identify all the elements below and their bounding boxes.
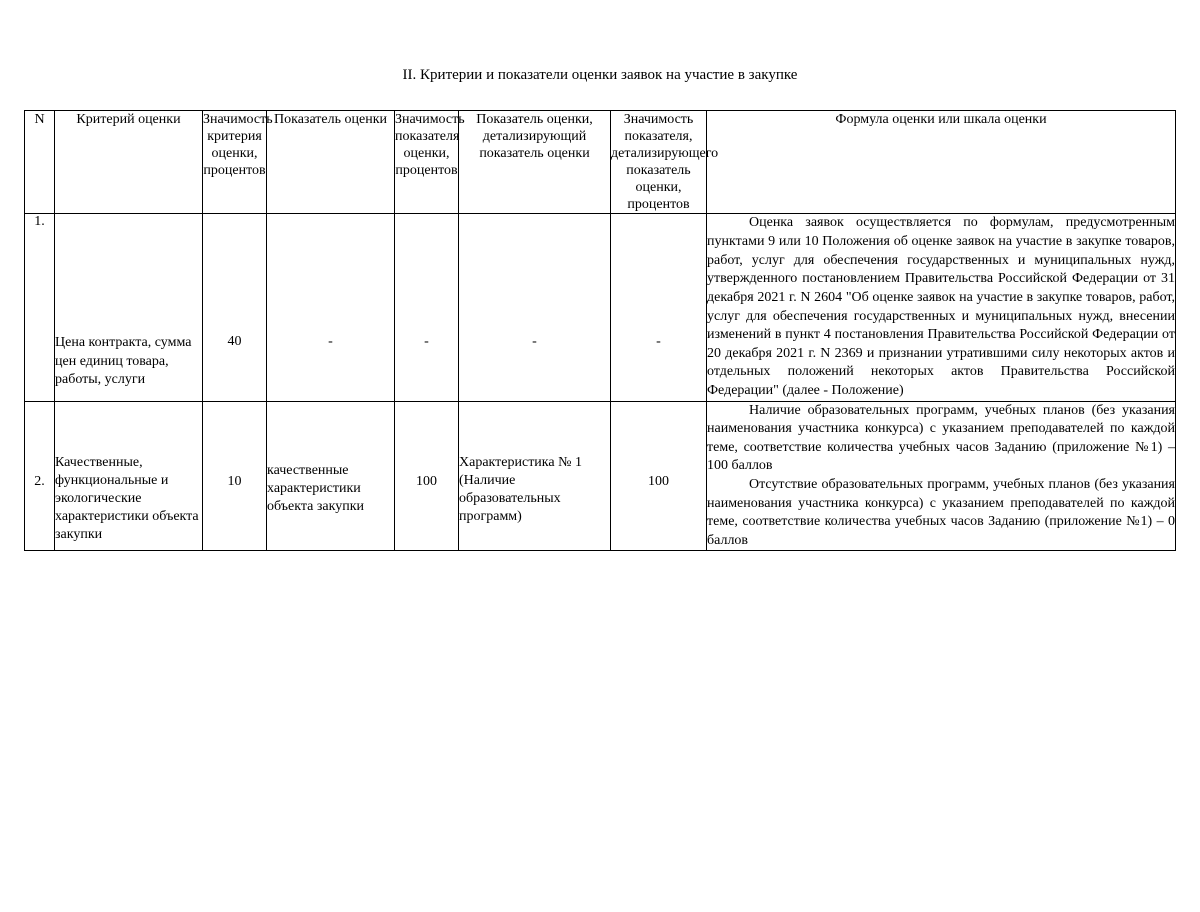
header-n: N [25,111,55,214]
table-body [25,214,1176,551]
row-detail-weight: 100 [611,401,707,551]
header-criterion: Критерий оценки [55,111,203,214]
row-indicator: - [267,214,395,401]
row-formula [707,214,1176,401]
row-formula [707,401,1176,551]
page-title: II. Критерии и показатели оценки заявок на участие в закупке [402,67,798,83]
row-indicator-weight: 100 [395,401,459,551]
table-row [25,401,1176,551]
row-criterion: Качественные, функциональные и экологические характеристики объекта закупки [55,401,203,551]
formula-paragraph: Отсутствие образовательных программ, учебных планов (без указания наименования участника конкурса) с указанием преподавателей по каждой теме, соответствие количества учебных часов Заданию (приложение №1) – 0 баллов [707,477,1175,548]
criteria-table [24,110,1176,551]
row-detail-indicator: Характеристика № 1 (Наличие образовательных программ) [459,401,611,551]
header-criterion-weight: Значимость критерия оценки, процентов [203,111,267,214]
header-formula: Формула оценки или шкала оценки [707,111,1176,214]
header-indicator-weight: Значимость показателя оценки, процентов [395,111,459,214]
row-detail-indicator: - [459,214,611,401]
document-page [0,66,1200,912]
header-detail-weight: Значимость показателя, детализирующего показатель оценки, процентов [611,112,719,213]
table-header-row [25,111,1176,214]
table-header [25,111,1176,214]
formula-paragraph: Оценка заявок осуществляется по формулам, предусмотренным пунктами 9 или 10 Положения об оценке заявок на участие в закупке товаров, работ, услуг для обеспечения государственных и муниципальных нужд, утвержденного постановлением Правительства Российской Федерации от 31 декабря 2021 г. N 2604 "Об оценке заявок на участие в закупке товаров, работ, услуг для обеспечения государственных и муниципальных нужд, внесении изменений в пункт 4 постановления Правительства Российской Федерации от 20 декабря 2021 г. N 2369 и признании утратившими силу некоторых актов и отдельных положений некоторых актов Правительства Российской Федерации" (далее - Положение) [707,215,1175,398]
formula-paragraph: Наличие образовательных программ, учебных планов (без указания наименования участника конкурса) с указанием преподавателей по каждой теме, соответствие количества учебных часов Заданию (приложение №1) – 100 баллов [707,402,1175,474]
row-number: 1. [25,214,55,401]
row-number: 2. [25,401,55,551]
row-detail-weight: - [611,214,707,401]
header-detail-indicator: Показатель оценки, детализирующий показатель оценки [459,111,611,214]
row-criterion: Цена контракта, сумма цен единиц товара, работы, услуги [55,214,203,401]
table-row [25,214,1176,401]
row-criterion-weight: 40 [203,214,267,401]
row-indicator: качественные характеристики объекта закупки [267,401,395,551]
header-indicator: Показатель оценки [267,111,395,214]
row-criterion-weight: 10 [203,401,267,551]
row-indicator-weight: - [395,214,459,401]
